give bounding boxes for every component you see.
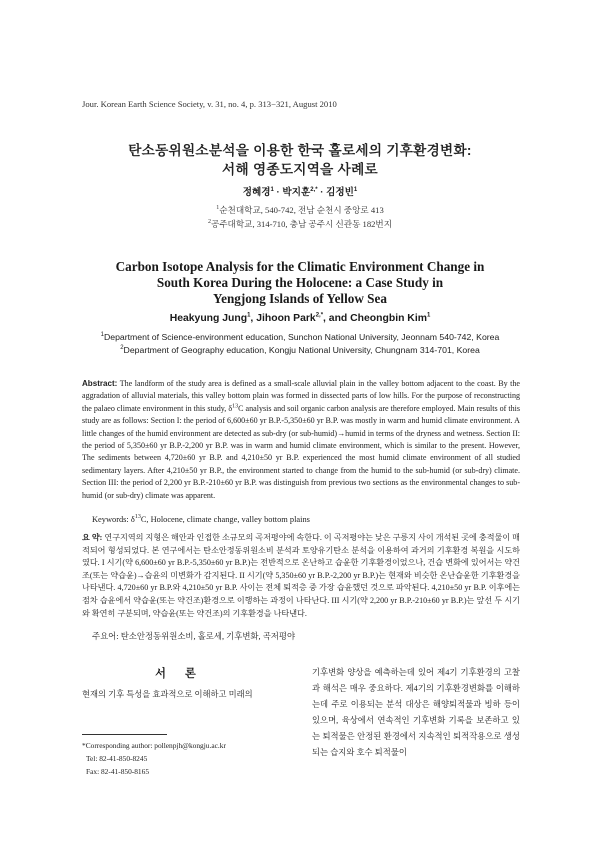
korean-abstract-label: 요 약: <box>82 533 103 542</box>
korean-title-line-2: 서해 영종도지역을 사례로 <box>222 162 378 177</box>
journal-citation: Jour. Korean Earth Science Society, v. 31, no. 4, p. 313−321, August 2010 <box>82 99 337 109</box>
author-1-kr: 정혜경 <box>242 187 271 198</box>
affiliation-text: Department of Geography education, Kongju National University, Chungnam 314-701, Korea <box>123 345 480 355</box>
korean-title-line-1: 탄소동위원소분석을 이용한 한국 홀로세의 기후환경변화: <box>128 143 472 158</box>
author-2-kr: 박지훈 <box>282 187 311 198</box>
author-separator: · <box>317 187 327 198</box>
korean-authors <box>0 184 600 198</box>
affiliation-text: 공주대학교, 314-710, 충남 공주시 신관동 182번지 <box>210 219 393 229</box>
korean-keywords: 주요어: 탄소안정동위원소비, 홀로세, 기후변화, 곡저평야 <box>92 632 296 641</box>
english-authors <box>0 313 600 324</box>
section-heading: 서 론 <box>155 668 204 680</box>
author-3-en-sup: 1 <box>426 312 431 319</box>
english-keywords: Keywords: $\delta^{13}C$, Holocene, climate change, valley bottom plains <box>92 514 310 524</box>
author-3-kr: 김정빈 <box>326 187 354 198</box>
left-column-text: 현재의 기후 특성을 효과적으로 이해하고 미래의 <box>82 690 253 699</box>
korean-affiliation-1 <box>0 204 600 216</box>
author-separator: , <box>250 313 257 324</box>
english-title-line-2: South Korea During the Holocene: a Case Study in <box>156 275 444 290</box>
author-1-kr-sup: 1 <box>270 186 274 193</box>
korean-affiliation-2 <box>0 218 600 230</box>
footnote-divider <box>82 734 167 735</box>
footnote-fax: Fax: 82-41-850-8165 <box>86 767 150 776</box>
footnote-telephone: Tel: 82-41-850-8245 <box>86 754 148 763</box>
author-1-en-sup: 1 <box>247 312 251 319</box>
author-separator: · <box>273 187 283 198</box>
author-2-en: Jihoon Park <box>256 313 316 324</box>
affiliation-text: Department of Science-environment education, Sunchon National University, Jeonnam 540-742, Korea <box>103 332 500 342</box>
affiliation-text: 순천대학교, 540-742, 전남 순천시 중앙로 413 <box>219 205 384 215</box>
author-2-en-sup: 2,* <box>315 312 324 319</box>
abstract-body: The landform of the study area is defined as a small-scale alluvial plain in the valley bottom adjacent to the coast. By the aggradation of alluvial materials, this valley bottom plain was formed in dissected parts of low hills. For the purpose of reconstructing the palaeo climate environment in this study, $\delta^{13}C$ analysis and soil organic carbon analysis are therefore employed. Main results of this study are as follows: Section I: the period of 6,600±60 yr B.P.-5,350±60 yr B.P. was mostly in warm and humid climate environment. A little changes of the humid environment are detected as sub-dry (or sub-humid)→humid in terms of the dryness and wetness. Section II: the period of 5,350±60 yr B.P.-2,200 yr B.P. was in warm and humid climate environment, which is similar to the present. However, The sediments between 4,720±60 yr B.P. and 4,210±50 yr B.P. experienced the most humid climate environment of all studied sedimentary layers. After 4,210±50 yr B.P., the environment started to change from the humid to the sub-humid (or sub-dry) climate. Section III: the period of 2,200 yr B.P.-210±60 yr B.P. was distinguish from previous two sections as the environmental changes to sub-humid (or sub-dry) climate was apparent. <box>82 379 520 500</box>
korean-abstract-body: 연구지역의 지형은 해안과 인접한 소규모의 곡저평야에 속한다. 이 곡저평야는 낮은 구릉지 사이 개석된 곳에 충적물이 매적되어 형성되었다. 본 연구에서는 탄소안정동위원소비 분석과 토양유기탄소 분석을 이용하여 과거의 기후환경 복원을 시도하였다. I 시기(약 6,600±60 yr B.P.-5,350±60 yr B.P.)는 전반적으로 온난하고 습윤한 기후환경이었으나, 건습 변화에 있어서는 약건조(또는 약습윤)→습윤의 미변화가 감지된다. II 시기(약 5,350±60 yr B.P.-2,200 yr B.P.)는 현재와 비슷한 온난습윤한 기후환경을 나타낸다. 4,720±60 yr B.P.와 4,210±50 yr B.P. 사이는 전체 퇴적층 중 가장 습윤했던 것으로 파악된다. 4,210±50 yr B.P. 이후에는 점차 습윤에서 약습윤(또는 약건조)환경으로 이행하는 과정이 나타난다. III 시기(약 2,200 yr B.P.-210±60 yr B.P.)는 앞선 두 시기와 확연히 구분되며, 약습윤(또는 약건조)의 기후환경을 나타낸다. <box>82 533 521 618</box>
english-abstract <box>82 378 520 502</box>
right-column-text: 기후변화 양상을 예측하는데 있어 제4기 기후환경의 고찰과 해석은 매우 중요하다. 제4기의 기후환경변화를 이해하는데 주로 이용되는 분석 대상은 해양퇴적물과 빙하 등이 있으며, 육상에서 연속적인 기후변화 기록을 보존하고 있는 퇴적물은 안정된 환경에서 지속적인 퇴적작용으로 생성되는 습지와 호수 퇴적물이 <box>312 668 520 757</box>
footnote-corresponding-author: *Corresponding author: pollenpjh@kongju.ac.kr <box>82 741 226 750</box>
korean-abstract <box>82 532 520 620</box>
affiliation-marker: 1 <box>100 332 104 339</box>
english-title-line-3: Yengjong Islands of Yellow Sea <box>213 291 387 306</box>
affiliation-marker: 2 <box>120 345 124 352</box>
author-separator: , and <box>323 313 351 324</box>
english-title-line-1: Carbon Isotope Analysis for the Climatic Environment Change in <box>115 259 485 274</box>
author-3-en: Cheongbin Kim <box>350 313 427 324</box>
affiliation-marker: 2 <box>207 219 211 226</box>
abstract-label: Abstract: <box>82 379 118 388</box>
english-affiliation-1 <box>0 332 600 342</box>
affiliation-marker: 1 <box>216 205 220 212</box>
author-1-en: Heakyung Jung <box>169 313 248 324</box>
english-affiliation-2 <box>0 345 600 355</box>
author-2-kr-sup: 2,* <box>310 186 318 193</box>
author-3-kr-sup: 1 <box>353 186 358 193</box>
